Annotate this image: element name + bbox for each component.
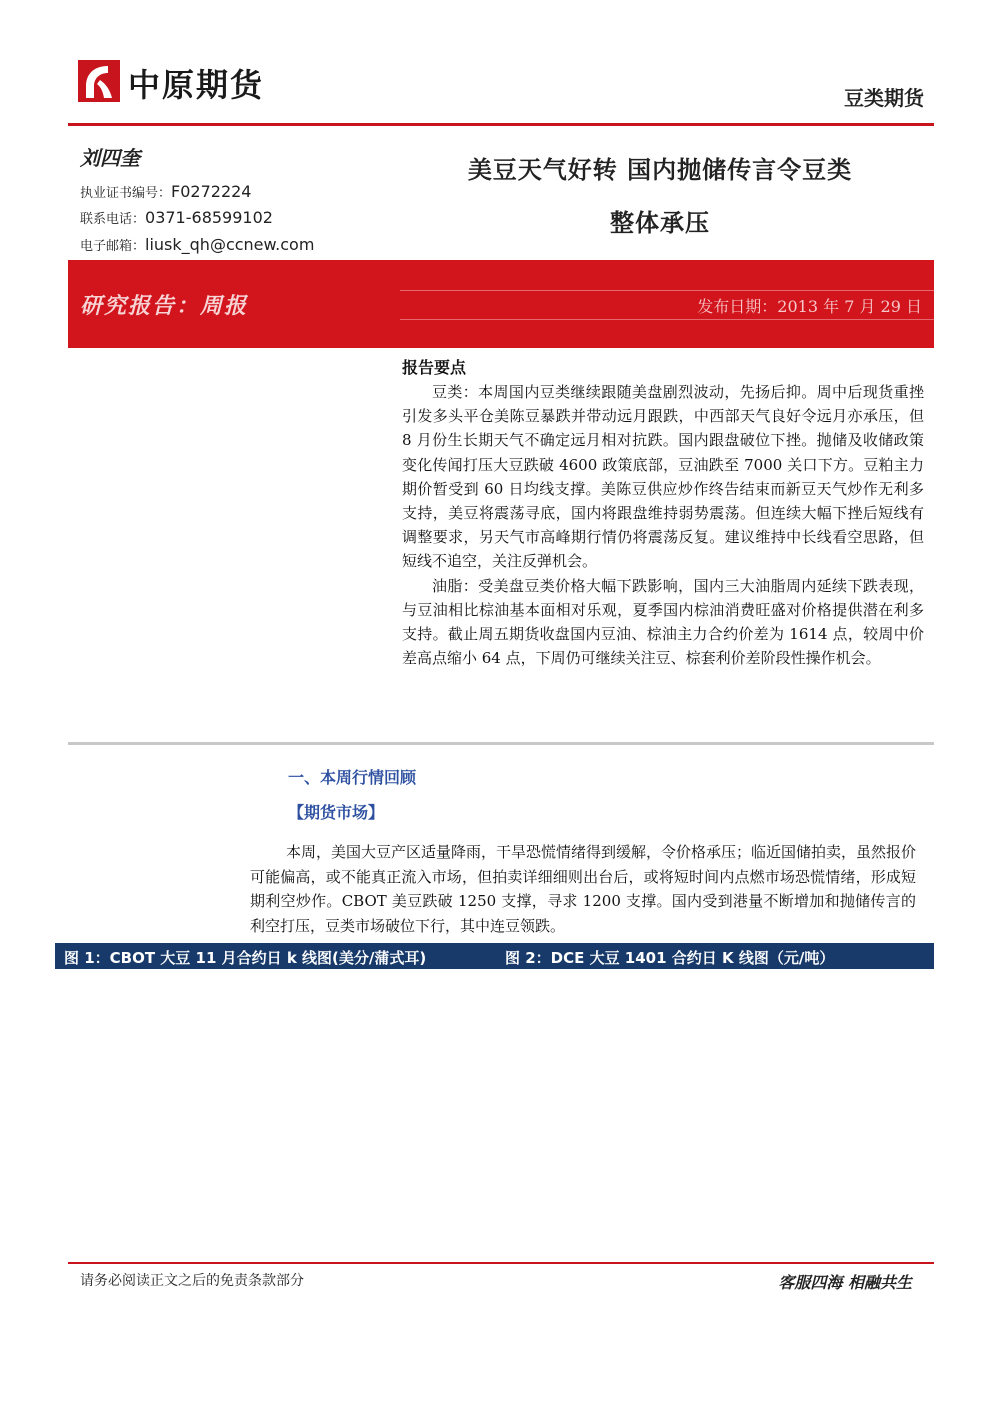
cert-number [80,182,251,201]
summary-divider [68,742,934,745]
report-title-line-2: 整体承压 [610,208,710,237]
summary-paragraph-oil: 油脂：受美盘豆类价格大幅下跌影响，国内三大油脂周内延续下跌表现，与豆油相比棕油基本面相对乐观，夏季国内棕油消费旺盛对价格提供潜在利多支持。截止周五期货收盘国内豆油、棕油主力合约价差为 1614 点，较周中价差高点缩小 64 点，下周仍可继续关注豆、棕套利价差阶段性操作机会。 [402,576,924,668]
figure-2-caption: 图 2：DCE 大豆 1401 合约日 K 线图（元/吨） [505,949,835,967]
section-heading: 一、本周行情回顾 [288,768,417,787]
phone-label: 联系电话： [80,212,146,227]
disclaimer-note: 请务必阅读正文之后的免责条款部分 [80,1273,304,1289]
company-slogan: 客服四海 相融共生 [778,1273,912,1292]
market-review [250,840,916,938]
author-name: 刘四奎 [80,146,140,170]
footer-divider [68,1262,934,1264]
phone-value: 0371-68599102 [145,208,273,227]
email-label: 电子邮箱： [80,239,146,254]
market-review-paragraph: 本周，美国大豆产区适量降雨，干旱恐慌情绪得到缓解，令价格承压；临近国储拍卖，虽然报价可能偏高，或不能真正流入市场，但拍卖详细细则出台后，或将短时间内点燃市场恐慌情绪，形成短期利空炒作。CBOT 美豆跌破 1250 支撑，寻求 1200 支撑。国内受到港量不断增加和抛储传言的利空打压，豆类市场破位下行，其中连豆领跌。 [250,843,917,935]
report-title-line-1: 美豆天气好转 国内抛储传言令豆类 [467,155,853,184]
section-subheading: 【期货市场】 [288,803,385,822]
summary-heading: 报告要点 [402,358,467,377]
email-value: liusk_qh@ccnew.com [145,235,315,254]
logo-icon [78,60,120,102]
report-category: 豆类期货 [844,86,924,110]
summary-paragraph-soy: 豆类：本周国内豆类继续跟随美盘剧烈波动，先扬后抑。周中后现货重挫引发多头平仓美陈豆暴跌并带动远月跟跌，中西部天气良好令远月亦承压，但 8 月份生长期天气不确定远月相对抗跌。国内跟盘破位下挫。抛储及收储政策变化传闻打压大豆跌破 4600 政策底部，豆油跌至 7000 关口下方。豆粕主力期价暂受到 60 日均线支撑。美陈豆供应炒作终告结束而新豆天气炒作无利多支持，美豆将震荡寻底，国内将跟盘维持弱势震荡。但连续大幅下挫后短线有调整要求，另天气市高峰期行情仍将震荡反复。建议维持中长线看空思路，但短线不追空，关注反弹机会。 [402,383,924,571]
cert-value: F0272224 [171,182,252,201]
summary-body [402,380,924,670]
header-divider [68,123,934,126]
report-type: 研究报告：周报 [80,293,249,319]
figure-1-caption: 图 1：CBOT 大豆 11 月合约日 k 线图(美分/蒲式耳) [64,949,427,967]
phone-number [80,208,273,227]
publish-date: 发布日期：2013 年 7 月 29 日 [697,297,922,316]
cert-label: 执业证书编号： [80,186,172,201]
brand-name: 中原期货 [128,66,265,104]
email-address [80,235,314,254]
